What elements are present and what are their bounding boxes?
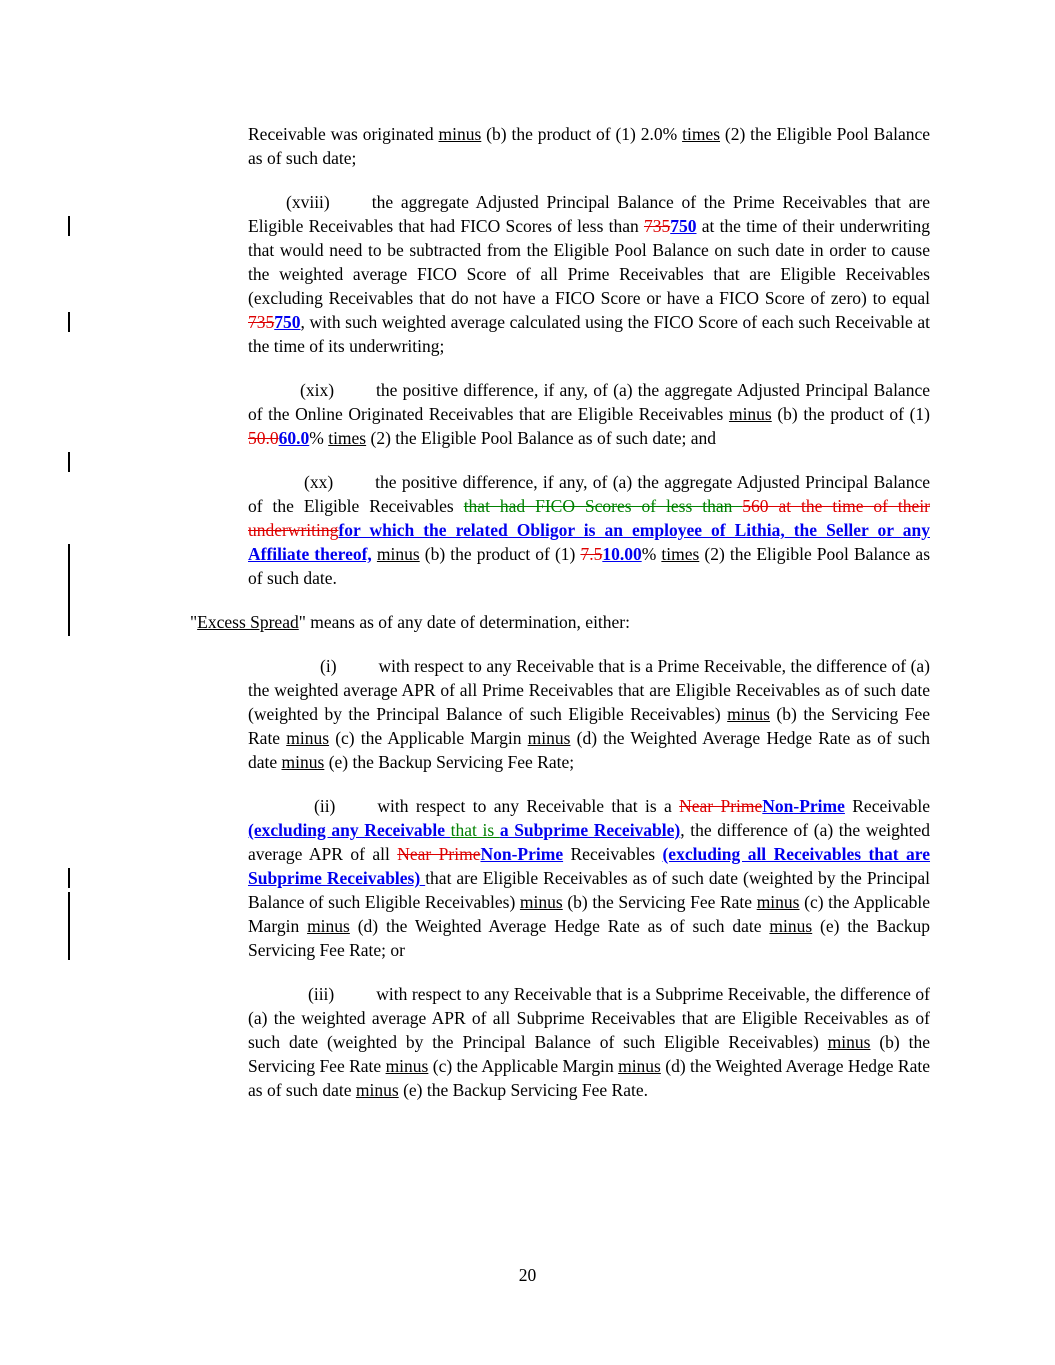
- text-run: minus: [281, 752, 325, 772]
- change-bar: [68, 452, 70, 472]
- text-run: for which the related Obligor is an employee of Lithia, the Seller or any Affiliate thereof,: [248, 520, 930, 564]
- text-run: Receivable: [844, 796, 930, 816]
- page-number: 20: [518, 1265, 537, 1285]
- text-run: at the time of their underwriting that would need to be subtracted from the Eligible Pool Balance on such date in order to cause the weighted average FICO Score of all Prime Receivables that are Eligible Receivables (excluding Receivables that do not have a FICO Score or have a FICO Score of zero) to equal: [248, 216, 930, 308]
- paragraph: [248, 190, 930, 358]
- paragraph: [248, 654, 930, 774]
- text-run: , with such weighted average calculated using the FICO Score of each such Receivable at the time of its underwriting;: [248, 312, 930, 356]
- text-run: (b) the product of (1): [771, 404, 930, 424]
- paragraph: [248, 982, 930, 1102]
- text-run: (xix): [300, 380, 335, 400]
- document-body: [190, 122, 930, 1122]
- text-run: (d) the Weighted Average Hedge Rate as of such date: [349, 916, 770, 936]
- text-run: minus: [286, 728, 330, 748]
- text-run: minus: [769, 916, 813, 936]
- text-run: (b) the Servicing Fee Rate: [248, 1032, 931, 1076]
- text-run: minus: [376, 544, 420, 564]
- text-run: (iii): [308, 984, 335, 1004]
- change-bar: [68, 216, 70, 236]
- text-run: Excess Spread: [197, 612, 299, 632]
- text-run: with respect to any Receivable that is a Prime Receivable, the difference of (a) the weighted average APR of all Prime Receivables that are Eligible Receivables as of such date (weighted by the Principal Balance of such Eligible Receivables): [248, 656, 930, 724]
- text-run: (d) the Weighted Average Hedge Rate as of such date: [248, 728, 930, 772]
- text-run: 735: [248, 312, 275, 332]
- text-run: , the difference of (a) the weighted average APR of all: [248, 820, 930, 864]
- text-run: minus: [727, 704, 770, 724]
- text-run: (e) the Backup Servicing Fee Rate; or: [248, 916, 931, 960]
- text-run: a Subprime Receivable): [499, 820, 681, 840]
- text-run: that are Eligible Receivables as of such date (weighted by the Principal Balance of such Eligible Receivables): [248, 868, 930, 912]
- change-bar: [68, 892, 70, 960]
- text-run: (b) the product of (1) 2.0%: [481, 124, 683, 144]
- text-run: 750: [274, 312, 301, 332]
- text-run: minus: [618, 1056, 661, 1076]
- text-run: (b) the Servicing Fee Rate: [248, 704, 930, 748]
- text-run: minus: [527, 728, 571, 748]
- text-run: minus: [307, 916, 350, 936]
- text-run: times: [682, 124, 721, 144]
- text-run: the positive difference, if any, of (a) the aggregate Adjusted Principal Balance of the Eligible Receivables: [248, 472, 930, 516]
- text-run: (xx): [304, 472, 334, 492]
- paragraph: [248, 378, 930, 450]
- text-run: minus: [827, 1032, 871, 1052]
- change-bar: [68, 868, 70, 888]
- text-run: minus: [519, 892, 563, 912]
- text-run: (e) the Backup Servicing Fee Rate;: [324, 752, 575, 772]
- text-run: 560 at the time of their underwriting: [248, 496, 931, 540]
- text-run: with respect to any Receivable that is a: [377, 796, 680, 816]
- text-run: times: [661, 544, 700, 564]
- text-run: the positive difference, if any, of (a) the aggregate Adjusted Principal Balance of the Online Originated Receivables that are Eligible Receivables: [248, 380, 930, 424]
- text-run: (2) the Eligible Pool Balance as of such date; and: [366, 428, 717, 448]
- change-bar: [68, 312, 70, 332]
- text-run: (b) the product of (1): [419, 544, 581, 564]
- paragraph: [248, 470, 930, 590]
- text-run: 50.0: [248, 428, 279, 448]
- text-run: Receivables: [563, 844, 663, 864]
- text-run: (2) the Eligible Pool Balance as of such date;: [248, 124, 931, 168]
- text-run: %: [309, 428, 329, 448]
- text-run: " means as of any date of determination, either:: [298, 612, 630, 632]
- paragraph: [248, 122, 930, 170]
- text-run: (c) the Applicable Margin: [329, 728, 528, 748]
- text-run: 10.00: [602, 544, 642, 564]
- text-run: Near Prime: [397, 844, 481, 864]
- text-run: (b) the Servicing Fee Rate: [562, 892, 757, 912]
- text-run: 750: [670, 216, 697, 236]
- text-run: (excluding any Receivable: [248, 820, 451, 840]
- text-run: (c) the Applicable Margin: [428, 1056, 619, 1076]
- text-run: Receivable was originated: [248, 124, 439, 144]
- text-run: Non-Prime: [480, 844, 564, 864]
- text-run: %: [641, 544, 662, 564]
- text-run: minus: [385, 1056, 429, 1076]
- text-run: minus: [728, 404, 772, 424]
- text-run: (excluding all Receivables that are Subprime Receivables): [248, 844, 931, 888]
- text-run: minus: [756, 892, 800, 912]
- text-run: minus: [438, 124, 482, 144]
- text-run: that had FICO Scores of less than: [463, 496, 743, 516]
- paragraph: [190, 610, 930, 634]
- paragraph: [248, 794, 930, 962]
- text-run: (d) the Weighted Average Hedge Rate as of such date: [248, 1056, 930, 1100]
- text-run: Non-Prime: [762, 796, 845, 816]
- text-run: (c) the Applicable Margin: [248, 892, 930, 936]
- text-run: that is: [450, 820, 500, 840]
- text-run: 735: [643, 216, 671, 236]
- text-run: (e) the Backup Servicing Fee Rate.: [398, 1080, 648, 1100]
- text-run: (ii): [314, 796, 336, 816]
- text-run: 7.5: [580, 544, 603, 564]
- text-run: minus: [355, 1080, 399, 1100]
- text-run: (2) the Eligible Pool Balance as of such date.: [248, 544, 931, 588]
- text-run: with respect to any Receivable that is a Subprime Receivable, the difference of (a) the weighted average APR of all Subprime Receivables that are Eligible Receivables as of such date (weighted by the Principal Balance of such Eligible Receivables): [248, 984, 930, 1052]
- text-run: ": [190, 612, 198, 632]
- text-run: 60.0: [278, 428, 310, 448]
- text-run: Near Prime: [679, 796, 763, 816]
- text-run: times: [328, 428, 367, 448]
- text-run: (i): [320, 656, 337, 676]
- text-run: (xviii): [286, 192, 330, 212]
- change-bar: [68, 544, 70, 636]
- text-run: the aggregate Adjusted Principal Balance of the Prime Receivables that are Eligible Receivables that had FICO Scores of less than: [248, 192, 930, 236]
